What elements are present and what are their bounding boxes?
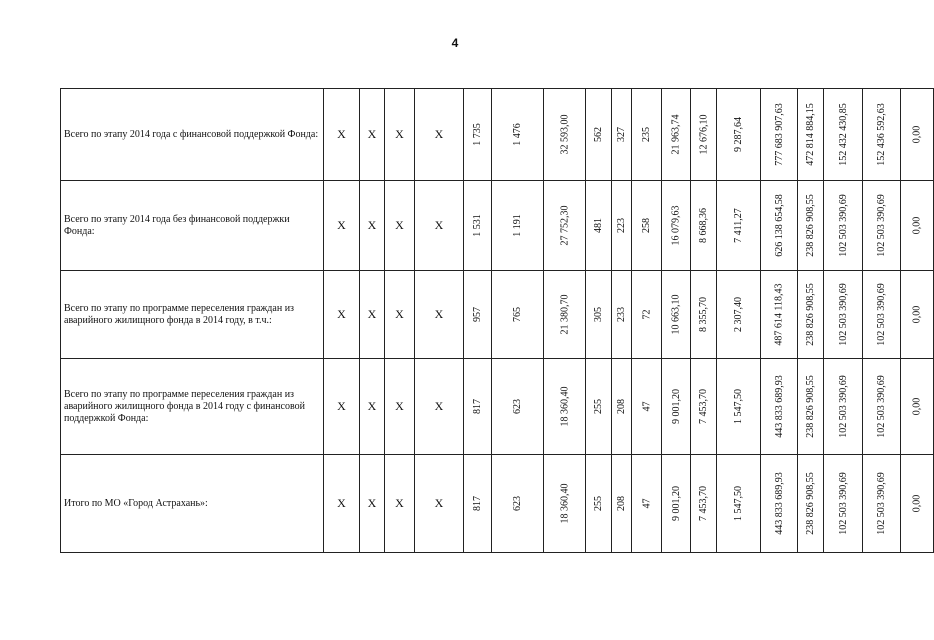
value-cell xyxy=(901,181,934,271)
cross-mark: X xyxy=(360,359,385,455)
value-text: 765 xyxy=(512,307,523,322)
value-cell xyxy=(662,89,691,181)
value-text: 1 735 xyxy=(472,123,483,146)
cross-mark: X xyxy=(385,359,415,455)
value-cell xyxy=(761,271,798,359)
value-cell xyxy=(586,271,612,359)
value-wrapper xyxy=(691,359,716,454)
value-cell xyxy=(761,89,798,181)
value-text: 0,00 xyxy=(911,494,923,513)
value-wrapper xyxy=(662,181,690,270)
value-wrapper xyxy=(691,181,716,270)
value-text: 255 xyxy=(593,399,604,414)
value-text: 472 814 884,15 xyxy=(805,103,816,166)
value-text: 102 503 390,69 xyxy=(876,472,887,535)
value-cell xyxy=(761,455,798,553)
value-cell xyxy=(612,455,632,553)
value-cell xyxy=(798,89,824,181)
value-cell xyxy=(612,359,632,455)
cross-mark: X xyxy=(415,455,464,553)
value-cell xyxy=(586,89,612,181)
value-cell xyxy=(691,455,717,553)
value-text: 0,00 xyxy=(911,305,923,324)
value-cell xyxy=(492,89,544,181)
value-wrapper xyxy=(824,455,862,552)
value-wrapper xyxy=(464,359,491,454)
value-wrapper xyxy=(492,89,543,180)
value-text: 817 xyxy=(472,496,483,511)
value-wrapper xyxy=(798,181,823,270)
value-wrapper xyxy=(798,359,823,454)
value-wrapper xyxy=(863,181,900,270)
cross-mark: X xyxy=(324,455,360,553)
value-wrapper xyxy=(824,271,862,358)
row-label: Итого по МО «Город Астрахань»: xyxy=(61,455,324,553)
value-cell xyxy=(632,359,662,455)
value-text: 8 668,36 xyxy=(698,208,709,243)
value-cell xyxy=(717,455,761,553)
value-text: 102 503 390,69 xyxy=(876,194,887,257)
value-wrapper xyxy=(824,181,862,270)
cross-mark: X xyxy=(360,181,385,271)
value-cell xyxy=(464,359,492,455)
cross-mark: X xyxy=(324,271,360,359)
cross-mark: X xyxy=(415,271,464,359)
value-wrapper xyxy=(586,455,611,552)
value-text: 623 xyxy=(512,496,523,511)
value-cell xyxy=(612,181,632,271)
value-cell xyxy=(717,181,761,271)
value-wrapper xyxy=(632,359,661,454)
value-cell xyxy=(492,271,544,359)
value-wrapper xyxy=(901,181,933,270)
value-text: 9 001,20 xyxy=(670,389,682,424)
value-cell xyxy=(632,271,662,359)
value-text: 238 826 908,55 xyxy=(805,194,816,257)
value-wrapper xyxy=(612,359,631,454)
value-wrapper xyxy=(586,181,611,270)
value-cell xyxy=(824,271,863,359)
value-text: 255 xyxy=(593,496,604,511)
value-text: 10 663,10 xyxy=(670,294,682,335)
value-text: 102 503 390,69 xyxy=(837,194,849,257)
value-cell xyxy=(544,181,586,271)
cross-mark: X xyxy=(324,89,360,181)
value-text: 1 547,50 xyxy=(733,486,744,521)
value-text: 32 593,00 xyxy=(559,114,570,155)
value-wrapper xyxy=(863,271,900,358)
value-wrapper xyxy=(612,455,631,552)
value-wrapper xyxy=(863,359,900,454)
value-cell xyxy=(662,271,691,359)
value-cell xyxy=(761,181,798,271)
value-text: 305 xyxy=(593,307,604,322)
value-cell xyxy=(863,359,901,455)
cross-mark: X xyxy=(385,271,415,359)
value-cell xyxy=(863,181,901,271)
table-body xyxy=(61,89,934,553)
value-text: 777 683 907,63 xyxy=(773,103,785,166)
value-text: 102 503 390,69 xyxy=(876,375,887,438)
value-wrapper xyxy=(464,181,491,270)
value-text: 102 503 390,69 xyxy=(837,472,849,535)
value-cell xyxy=(662,455,691,553)
value-cell xyxy=(717,89,761,181)
value-cell xyxy=(691,89,717,181)
value-text: 8 355,70 xyxy=(698,297,709,332)
value-wrapper xyxy=(691,455,716,552)
cross-mark: X xyxy=(415,359,464,455)
value-wrapper xyxy=(824,359,862,454)
value-wrapper xyxy=(464,271,491,358)
value-wrapper xyxy=(544,181,585,270)
value-wrapper xyxy=(662,455,690,552)
value-wrapper xyxy=(717,455,760,552)
cross-mark: X xyxy=(324,359,360,455)
value-wrapper xyxy=(492,359,543,454)
value-text: 208 xyxy=(616,496,627,511)
value-wrapper xyxy=(761,181,797,270)
cross-mark: X xyxy=(360,455,385,553)
value-wrapper xyxy=(901,89,933,180)
value-wrapper xyxy=(717,89,760,180)
value-wrapper xyxy=(586,89,611,180)
value-wrapper xyxy=(492,181,543,270)
value-wrapper xyxy=(717,359,760,454)
value-wrapper xyxy=(662,89,690,180)
value-text: 626 138 654,58 xyxy=(773,194,785,257)
value-text: 258 xyxy=(641,218,652,233)
value-cell xyxy=(901,359,934,455)
value-text: 7 453,70 xyxy=(698,486,709,521)
table-row xyxy=(61,89,934,181)
value-cell xyxy=(662,181,691,271)
value-text: 443 833 689,93 xyxy=(773,375,785,438)
value-cell xyxy=(544,89,586,181)
value-text: 12 676,10 xyxy=(698,114,709,155)
value-wrapper xyxy=(691,89,716,180)
value-wrapper xyxy=(798,455,823,552)
value-cell xyxy=(492,455,544,553)
value-text: 327 xyxy=(616,127,627,142)
value-cell xyxy=(586,181,612,271)
cross-mark: X xyxy=(415,181,464,271)
value-cell xyxy=(492,359,544,455)
value-wrapper xyxy=(761,455,797,552)
value-wrapper xyxy=(586,359,611,454)
value-cell xyxy=(901,455,934,553)
value-wrapper xyxy=(863,89,900,180)
value-wrapper xyxy=(798,89,823,180)
value-cell xyxy=(761,359,798,455)
value-cell xyxy=(492,181,544,271)
value-text: 9 287,64 xyxy=(733,117,744,152)
summary-table xyxy=(60,88,934,553)
value-wrapper xyxy=(612,181,631,270)
value-cell xyxy=(901,271,934,359)
value-cell xyxy=(632,455,662,553)
value-text: 562 xyxy=(593,127,604,142)
value-wrapper xyxy=(901,455,933,552)
value-text: 47 xyxy=(641,401,652,412)
value-text: 1 191 xyxy=(512,214,523,237)
value-cell xyxy=(464,455,492,553)
value-text: 7 411,27 xyxy=(732,208,744,243)
value-cell xyxy=(612,271,632,359)
value-wrapper xyxy=(464,455,491,552)
value-wrapper xyxy=(544,271,585,358)
value-text: 208 xyxy=(616,399,627,414)
row-label: Всего по этапу по программе переселения граждан из аварийного жилищного фонда в 2014 году с финансовой поддержкой Фонда: xyxy=(61,359,324,455)
value-text: 18 360,40 xyxy=(559,386,570,427)
value-text: 238 826 908,55 xyxy=(805,375,816,438)
value-cell xyxy=(901,89,934,181)
value-cell xyxy=(717,271,761,359)
value-cell xyxy=(824,455,863,553)
value-cell xyxy=(464,181,492,271)
value-wrapper xyxy=(612,271,631,358)
value-text: 235 xyxy=(641,127,652,142)
value-text: 223 xyxy=(616,218,627,233)
value-cell xyxy=(798,271,824,359)
table-row xyxy=(61,181,934,271)
value-text: 1 476 xyxy=(512,123,523,146)
value-wrapper xyxy=(691,271,716,358)
cross-mark: X xyxy=(360,89,385,181)
value-text: 0,00 xyxy=(911,216,923,235)
value-wrapper xyxy=(586,271,611,358)
value-cell xyxy=(632,89,662,181)
value-text: 102 503 390,69 xyxy=(876,283,887,346)
value-wrapper xyxy=(863,455,900,552)
cross-mark: X xyxy=(385,455,415,553)
value-cell xyxy=(691,181,717,271)
value-wrapper xyxy=(717,181,760,270)
cross-mark: X xyxy=(324,181,360,271)
value-cell xyxy=(824,359,863,455)
value-wrapper xyxy=(662,271,690,358)
value-wrapper xyxy=(901,359,933,454)
value-text: 238 826 908,55 xyxy=(805,472,816,535)
value-wrapper xyxy=(662,359,690,454)
value-cell xyxy=(662,359,691,455)
value-text: 18 360,40 xyxy=(559,483,570,524)
value-text: 238 826 908,55 xyxy=(805,283,816,346)
value-wrapper xyxy=(544,455,585,552)
value-cell xyxy=(798,455,824,553)
value-text: 102 503 390,69 xyxy=(837,375,849,438)
value-text: 47 xyxy=(641,498,652,509)
value-text: 0,00 xyxy=(911,397,923,416)
value-cell xyxy=(464,271,492,359)
value-text: 443 833 689,93 xyxy=(773,472,785,535)
value-text: 957 xyxy=(472,307,483,322)
value-cell xyxy=(863,89,901,181)
value-wrapper xyxy=(761,359,797,454)
row-label: Всего по этапу 2014 года без финансовой поддержки Фонда: xyxy=(61,181,324,271)
cross-mark: X xyxy=(385,89,415,181)
value-cell xyxy=(863,455,901,553)
table-row xyxy=(61,455,934,553)
value-text: 16 079,63 xyxy=(670,205,682,246)
value-wrapper xyxy=(901,271,933,358)
value-wrapper xyxy=(761,271,797,358)
cross-mark: X xyxy=(415,89,464,181)
cross-mark: X xyxy=(360,271,385,359)
value-wrapper xyxy=(492,271,543,358)
value-wrapper xyxy=(761,89,797,180)
value-cell xyxy=(824,89,863,181)
value-text: 21 380,70 xyxy=(559,294,570,335)
value-wrapper xyxy=(632,271,661,358)
value-text: 152 432 430,85 xyxy=(837,103,849,166)
value-wrapper xyxy=(717,271,760,358)
value-cell xyxy=(464,89,492,181)
table-row xyxy=(61,271,934,359)
value-text: 817 xyxy=(472,399,483,414)
value-cell xyxy=(586,359,612,455)
value-text: 7 453,70 xyxy=(698,389,709,424)
value-cell xyxy=(586,455,612,553)
page-number: 4 xyxy=(451,36,459,50)
value-wrapper xyxy=(632,181,661,270)
value-cell xyxy=(544,455,586,553)
value-cell xyxy=(717,359,761,455)
value-text: 2 307,40 xyxy=(733,297,744,332)
value-text: 487 614 118,43 xyxy=(773,283,785,346)
value-wrapper xyxy=(824,89,862,180)
value-cell xyxy=(544,359,586,455)
value-wrapper xyxy=(492,455,543,552)
value-text: 481 xyxy=(593,218,604,233)
value-cell xyxy=(691,359,717,455)
value-text: 623 xyxy=(512,399,523,414)
value-wrapper xyxy=(798,271,823,358)
value-cell xyxy=(632,181,662,271)
value-wrapper xyxy=(612,89,631,180)
value-wrapper xyxy=(464,89,491,180)
value-cell xyxy=(691,271,717,359)
value-text: 1 547,50 xyxy=(733,389,744,424)
value-cell xyxy=(798,359,824,455)
value-text: 72 xyxy=(641,309,652,320)
value-cell xyxy=(798,181,824,271)
value-text: 102 503 390,69 xyxy=(837,283,849,346)
value-cell xyxy=(824,181,863,271)
value-text: 0,00 xyxy=(911,125,923,144)
row-label: Всего по этапу 2014 года с финансовой поддержкой Фонда: xyxy=(61,89,324,181)
value-text: 27 752,30 xyxy=(559,205,570,246)
value-text: 152 436 592,63 xyxy=(876,103,887,166)
value-cell xyxy=(863,271,901,359)
value-wrapper xyxy=(544,89,585,180)
value-cell xyxy=(544,271,586,359)
value-text: 21 963,74 xyxy=(670,114,682,155)
value-wrapper xyxy=(632,455,661,552)
cross-mark: X xyxy=(385,181,415,271)
value-wrapper xyxy=(632,89,661,180)
value-wrapper xyxy=(544,359,585,454)
value-text: 1 531 xyxy=(472,214,483,237)
row-label: Всего по этапу по программе переселения граждан из аварийного жилищного фонда в 2014 году, в т.ч.: xyxy=(61,271,324,359)
value-text: 233 xyxy=(616,307,627,322)
value-text: 9 001,20 xyxy=(670,486,682,521)
value-cell xyxy=(612,89,632,181)
table-row xyxy=(61,359,934,455)
